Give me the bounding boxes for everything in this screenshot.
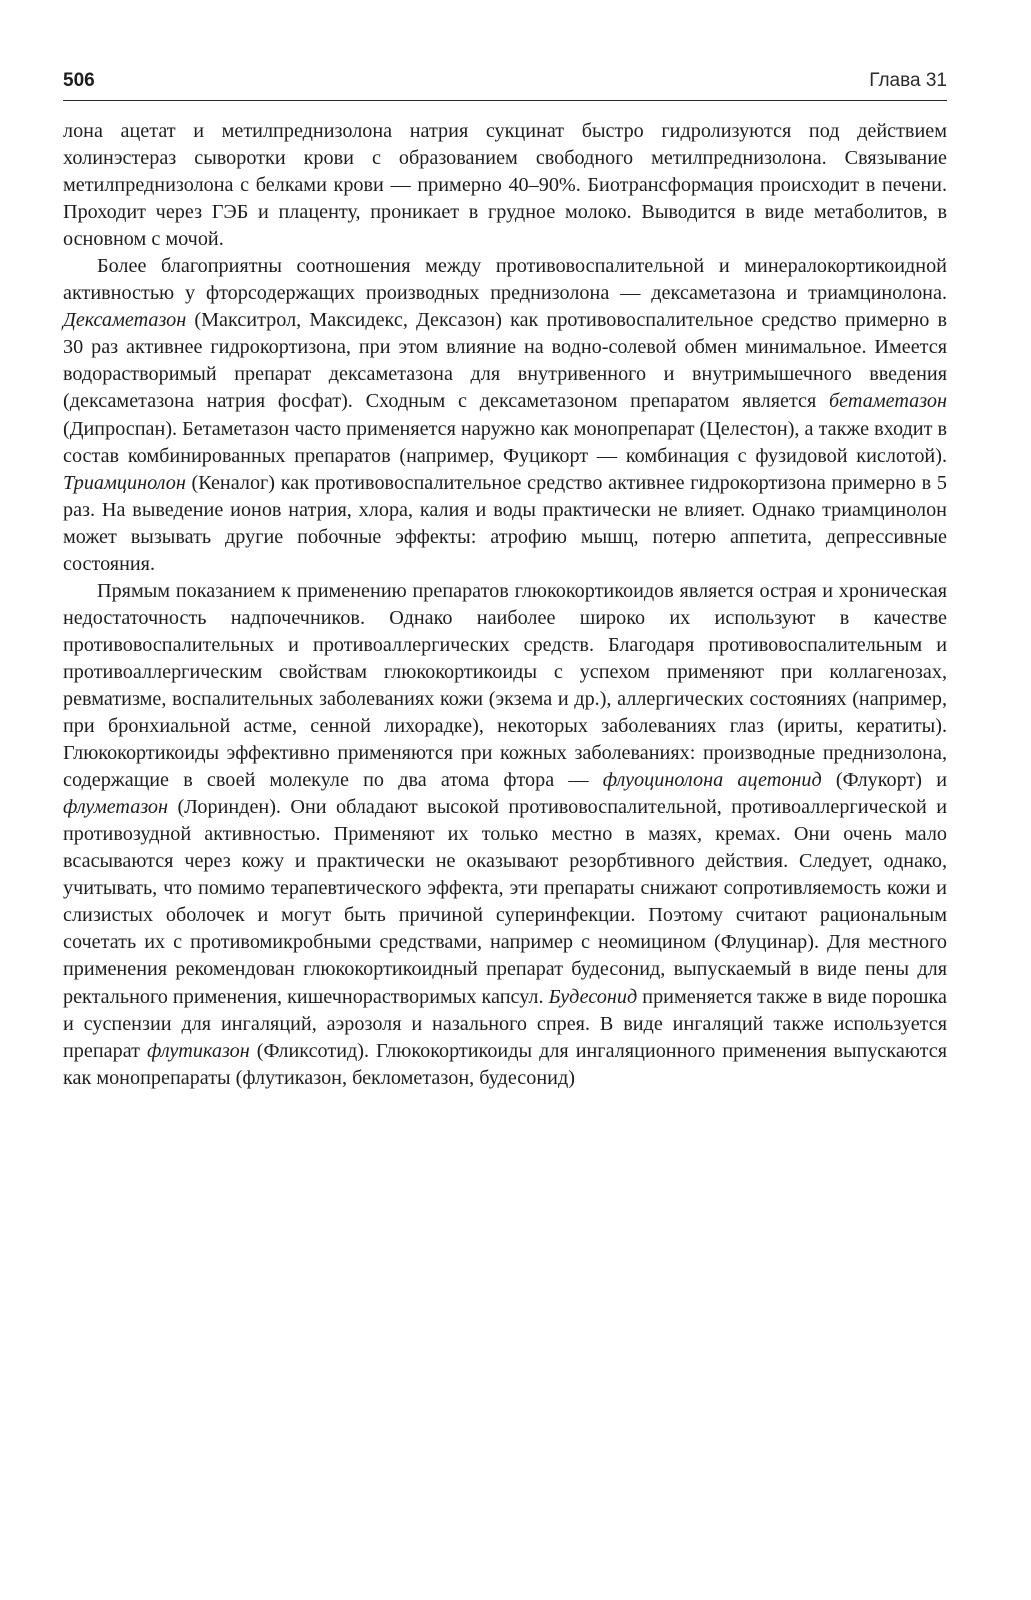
text-segment: применяется также в виде порошка и суспензии для ингаляций, аэрозоля и назального спрея. В виде ингаляций также используется препарат — [63, 985, 948, 1062]
drug-name-italic: бетаметазон — [829, 390, 947, 413]
drug-name-italic: флуметазон — [63, 796, 169, 819]
text-segment: (Фликсотид). Глюкокортикоиды для ингаляционного применения выпускаются как монопрепараты (флутиказон, беклометазон, будесонид) — [63, 1039, 947, 1089]
text-segment: (Флукорт) и — [821, 769, 947, 792]
drug-name-italic: Дексаметазон — [63, 309, 187, 332]
text-segment: (Лоринден). Они обладают высокой противовоспалительной, противоаллергической и противозудной активностью. Применяют их только местно в мазях, кремах. Они очень мало всасываются через кожу и практически не оказывают резорбтивного действия. Следует, однако, учитывать, что помимо терапевтического эффекта, эти препараты снижают сопротивляемость кожи и слизистых оболочек и могут быть причиной суперинфекции. Поэтому считают рациональным сочетать их с противомикробными средствами, например с неомицином (Флуцинар). Для местного применения рекомендован глюкокортикоидный препарат будесонид, выпускаемый в виде пены для ректального применения, кишечнорастворимых капсул. — [63, 796, 947, 1008]
book-page — [63, 70, 947, 1092]
page-number: 506 — [63, 70, 95, 91]
chapter-title: Глава 31 — [869, 70, 947, 91]
drug-name-italic: флуоцинолона ацетонид — [602, 769, 822, 792]
drug-name-italic: Триамцинолон — [63, 471, 186, 494]
drug-name-italic: флутиказон — [146, 1039, 250, 1062]
text-segment: (Дипроспан). Бетаметазон часто применяется наружно как монопрепарат (Целестон), а также входит в состав комбинированных препаратов (например, Фуцикорт — комбинация с фузидовой кислотой). — [63, 417, 947, 467]
text-segment: Более благоприятны соотношения между противовоспалительной и минералокортикоидной активностью у фторсодержащих производных преднизолона — дексаметазона и триамцинолона. — [63, 255, 947, 305]
body-text — [63, 118, 947, 1092]
running-header — [63, 70, 947, 101]
drug-name-italic: Будесонид — [548, 985, 638, 1008]
text-segment: Прямым показанием к применению препаратов глюкокортикоидов является острая и хроническая недостаточность надпочечников. Однако наиболее широко их используют в качестве противовоспалительных и противоаллергических средств. Благодаря противовоспалительным и противоаллергическим свойствам глюкокортикоиды с успехом применяют при коллагенозах, ревматизме, воспалительных заболеваниях кожи (экзема и др.), аллергических состояниях (например, при бронхиальной астме, сенной лихорадке), некоторых заболеваниях глаз (ириты, кератиты). Глюкокортикоиды эффективно применяются при кожных заболеваниях: производные преднизолона, содержащие в своей молекуле по два атома фтора — — [63, 579, 947, 792]
text-segment: (Макситрол, Максидекс, Дексазон) как противовоспалительное средство примерно в 30 раз активнее гидрокортизона, при этом влияние на водно-солевой обмен минимальное. Имеется водорастворимый препарат дексаметазона для внутривенного и внутримышечного введения (дексаметазона натрия фосфат). Сходным с дексаметазоном препаратом является — [63, 309, 947, 413]
paragraph — [63, 578, 947, 1092]
text-segment: лона ацетат и метилпреднизолона натрия сукцинат быстро гидролизуются под действием холинэстераз сыворотки крови с образованием свободного метилпреднизолона. Связывание метилпреднизолона с белками крови — примерно 40–90%. Биотрансформация происходит в печени. Проходит через ГЭБ и плаценту, проникает в грудное молоко. Выводится в виде метаболитов, в основном с мочой. — [63, 120, 947, 251]
paragraph — [63, 253, 947, 578]
paragraph — [63, 118, 947, 253]
text-segment: (Кеналог) как противовоспалительное средство активнее гидрокортизона примерно в 5 раз. На выведение ионов натрия, хлора, калия и воды практически не влияет. Однако триамцинолон может вызывать другие побочные эффекты: атрофию мышц, потерю аппетита, депрессивные состояния. — [63, 471, 947, 575]
